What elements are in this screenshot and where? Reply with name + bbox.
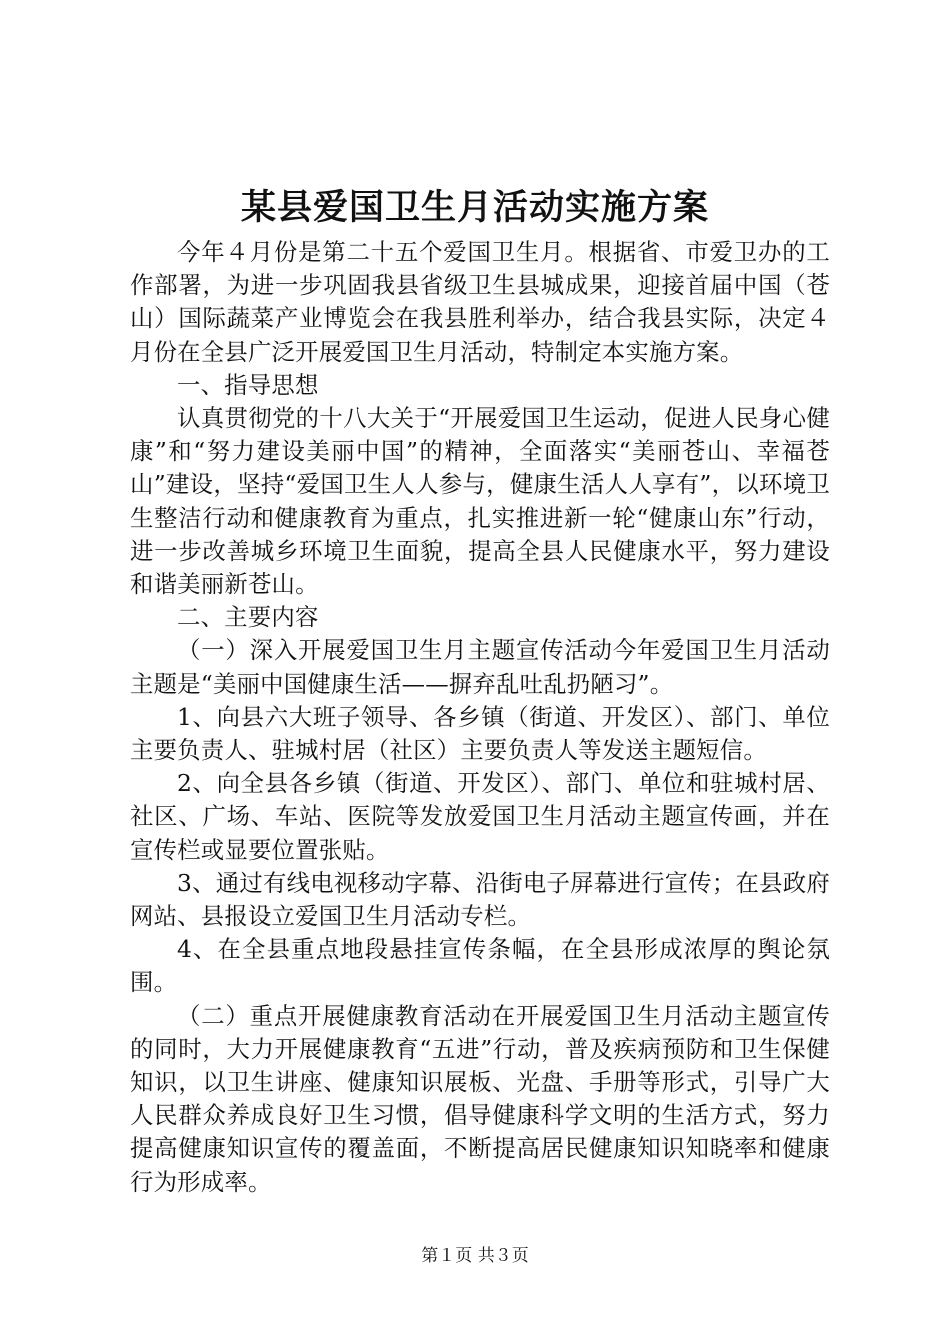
- document-body: [130, 236, 830, 1199]
- guiding-thought-paragraph: 认真贯彻党的十八大关于“开展爱国卫生运动，促进人民身心健康”和“努力建设美丽中国”的精神，全面落实“美丽苍山、幸福苍山”建设，坚持“爱国卫生人人参与，健康生活人人享有”，以环境卫生整洁行动和健康教育为重点，扎实推进新一轮“健康山东”行动，进一步改善城乡环境卫生面貌，提高全县人民健康水平，努力建设和谐美丽新苍山。: [130, 404, 830, 599]
- subsection-two-paragraph: （二）重点开展健康教育活动在开展爱国卫生月活动主题宣传的同时，大力开展健康教育“五进”行动，普及疾病预防和卫生保健知识，以卫生讲座、健康知识展板、光盘、手册等形式，引导广大人民群众养成良好卫生习惯，倡导健康科学文明的生活方式，努力提高健康知识宣传的覆盖面，不断提高居民健康知识知晓率和健康行为形成率。: [130, 1001, 830, 1196]
- document-title: 某县爱国卫生月活动实施方案: [240, 187, 709, 228]
- list-item-3: 3、通过有线电视移动字幕、沿街电子屏幕进行宣传；在县政府网站、县报设立爱国卫生月活动专栏。: [130, 868, 830, 931]
- intro-paragraph: 今年４月份是第二十五个爱国卫生月。根据省、市爱卫办的工作部署，为进一步巩固我县省级卫生县城成果，迎接首届中国（苍山）国际蔬菜产业博览会在我县胜利举办，结合我县实际，决定４月份在全县广泛开展爱国卫生月活动，特制定本实施方案。: [130, 238, 830, 366]
- list-item-4: 4、在全县重点地段悬挂宣传条幅，在全县形成浓厚的舆论氛围。: [130, 935, 830, 997]
- section-heading-main-content: 二、主要内容: [177, 603, 319, 632]
- subsection-one-paragraph: （一）深入开展爱国卫生月主题宣传活动今年爱国卫生月活动主题是“美丽中国健康生活——摒弃乱吐乱扔陋习”。: [130, 636, 830, 698]
- section-heading-guiding-thought: 一、指导思想: [177, 370, 319, 399]
- list-item-1: 1、向县六大班子领导、各乡镇（街道、开发区）、部门、单位主要负责人、驻城村居（社区）主要负责人等发送主题短信。: [130, 702, 830, 765]
- list-item-2: 2、向全县各乡镇（街道、开发区）、部门、单位和驻城村居、社区、广场、车站、医院等发放爱国卫生月活动主题宣传画，并在宣传栏或显要位置张贴。: [130, 769, 830, 864]
- page-footer: 第１页 共３页: [421, 1246, 529, 1266]
